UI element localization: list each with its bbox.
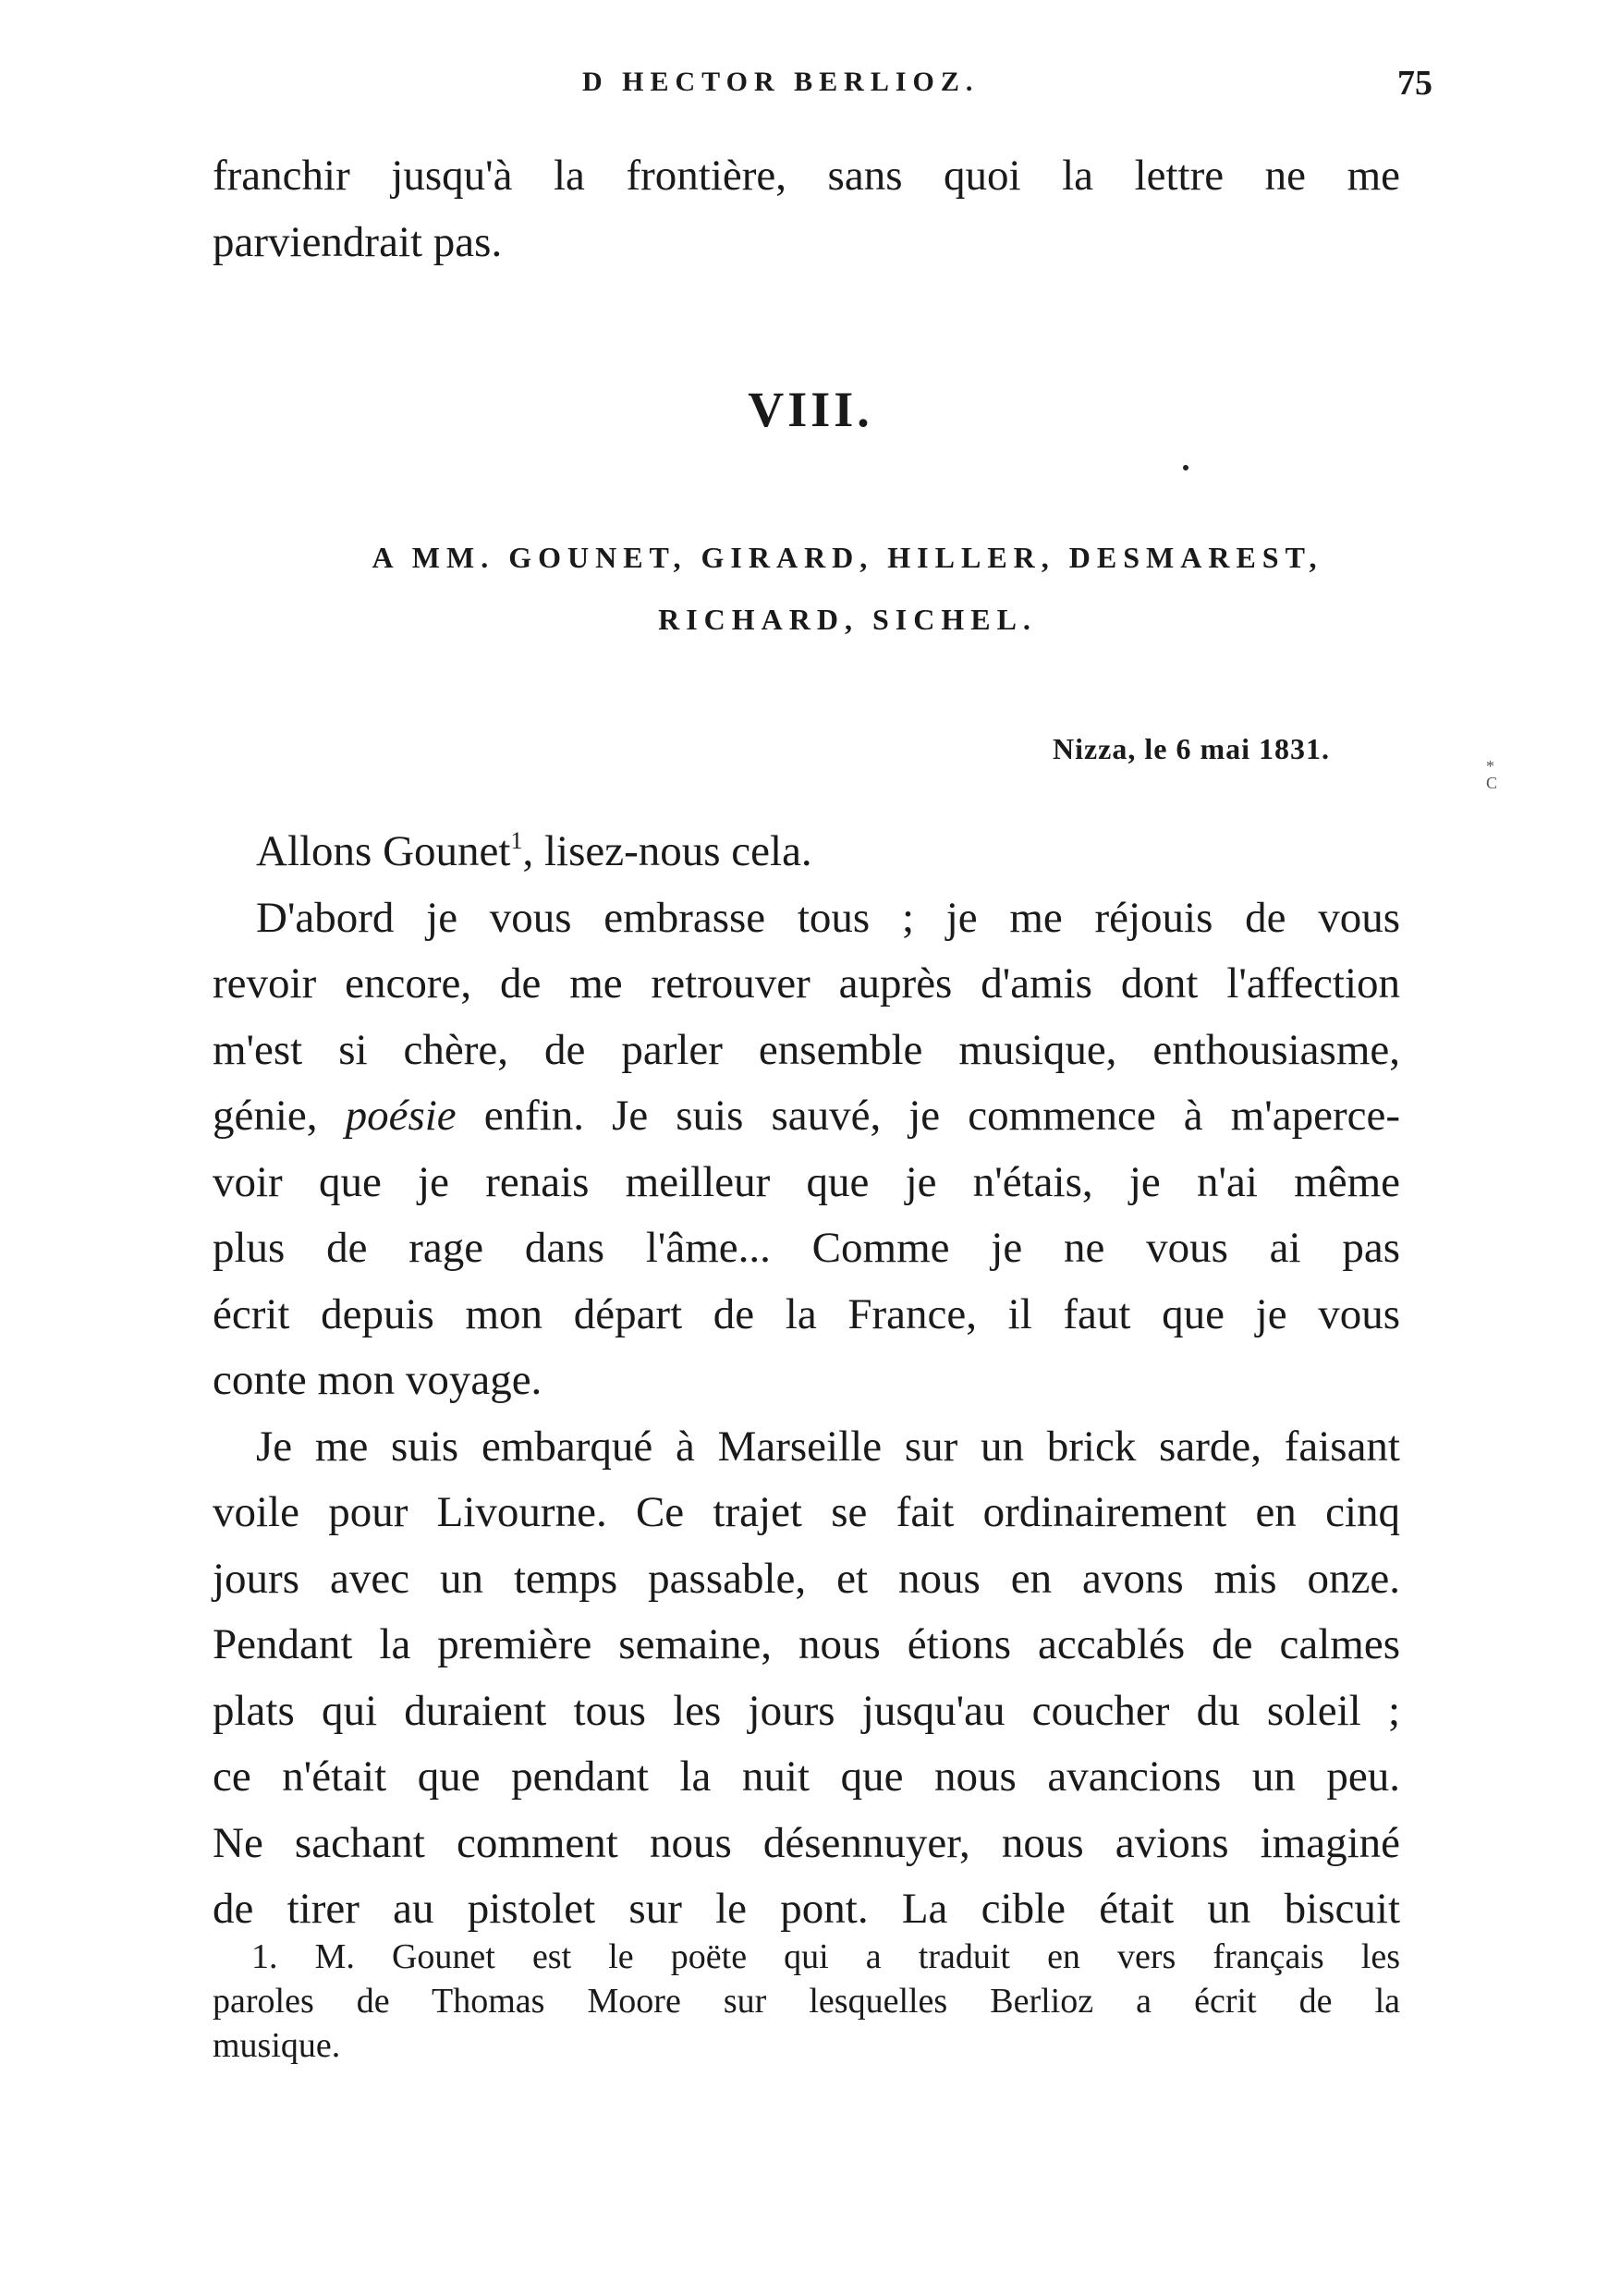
text-line: conte mon voyage. — [213, 1356, 542, 1404]
text-line: m'est si chère, de parler ensemble musique, enthousiasme, — [213, 1025, 1400, 1074]
running-head — [213, 64, 1432, 113]
text-line: plats qui duraient tous les jours jusqu'au coucher du soleil ; — [213, 1686, 1400, 1735]
text-line: écrit depuis mon départ de la France, il faut que je vous — [213, 1289, 1400, 1338]
page-number: 75 — [1397, 64, 1432, 103]
text-line — [213, 1083, 1400, 1150]
letter-dateline: Nizza, le 6 mai 1831. — [1052, 732, 1330, 765]
italic-word: poésie — [345, 1092, 457, 1140]
chapter-numeral: VIII. — [748, 382, 873, 437]
margin-mark: * C — [1486, 757, 1498, 792]
letter-address-line-2: RICHARD, SICHEL. — [658, 603, 1037, 636]
text-line: parviendrait pas. — [213, 217, 503, 266]
letter-address-line-1: A MM. GOUNET, GIRARD, HILLER, DESMAREST, — [372, 541, 1323, 574]
running-title: D HECTOR BERLIOZ. — [582, 67, 980, 97]
text-line: D'abord je vous embrasse tous ; je me réjouis de vous — [256, 893, 1400, 942]
text-line: Ne sachant comment nous désennuyer, nous avions imaginé — [213, 1818, 1400, 1867]
text-line: jours avec un temps passable, et nous en avons mis onze. — [213, 1554, 1400, 1603]
text-line: ce n'était que pendant la nuit que nous avancions un peu. — [213, 1753, 1400, 1801]
opening-text: Allons Gounet — [256, 827, 511, 875]
text-line: franchir jusqu'à la frontière, sans quoi la lettre ne me — [213, 152, 1400, 200]
footnote-line: musique. — [213, 2026, 341, 2065]
text-line: Je me suis embarqué à Marseille sur un brick sarde, faisant — [256, 1422, 1400, 1471]
text-line: plus de rage dans l'âme... Comme je ne vous ai pas — [213, 1224, 1400, 1272]
line-fragment: génie, — [213, 1092, 346, 1140]
text-line: voile pour Livourne. Ce trajet se fait ordinairement en cinq — [213, 1488, 1400, 1536]
text-line: voir que je renais meilleur que je n'étais, je n'ai même — [213, 1157, 1400, 1206]
footnote-reference: 1 — [510, 827, 523, 854]
footnote — [213, 1935, 1400, 2068]
text-line: revoir encore, de me retrouver auprès d'amis dont l'affection — [213, 959, 1400, 1008]
text-line: de tirer au pistolet sur le pont. La cible était un biscuit — [213, 1885, 1400, 1933]
text-line: Pendant la première semaine, nous étions accablés de calmes — [213, 1620, 1400, 1668]
footnote-line: paroles de Thomas Moore sur lesquelles Berlioz a écrit de la — [213, 1982, 1400, 2021]
letter-body — [213, 819, 1400, 1943]
line-fragment: enfin. Je suis sauvé, je commence à m'aperce- — [456, 1092, 1400, 1140]
ink-speck — [1183, 465, 1188, 470]
opening-line — [213, 819, 1400, 885]
footnote-line: 1. M. Gounet est le poëte qui a traduit en vers français les — [251, 1937, 1400, 1976]
continuation-text — [213, 143, 1400, 275]
opening-rest: , lisez-nous cela. — [522, 827, 812, 875]
